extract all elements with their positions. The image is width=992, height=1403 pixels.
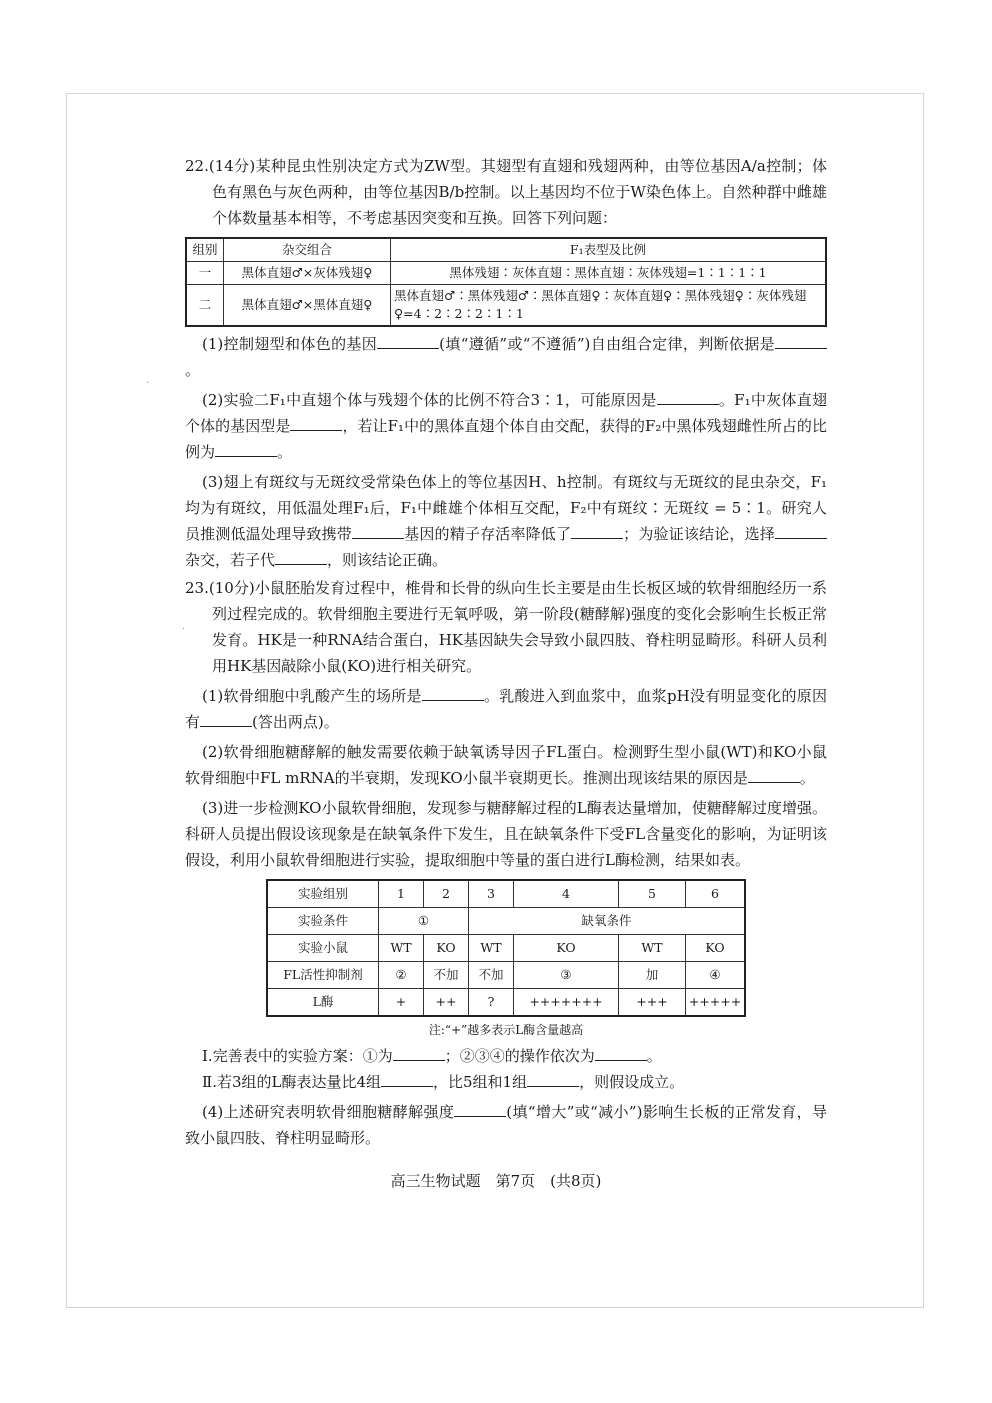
answer-blank[interactable] [775, 334, 827, 349]
condition-cell: ① [379, 908, 469, 935]
group-cell: 3 [469, 880, 514, 908]
q23-sub1-text: (1)软骨细胞中乳酸产生的场所是 [202, 687, 422, 705]
q22-sub2-text: 。 [277, 443, 293, 461]
mouse-cell: WT [469, 935, 514, 962]
q23-sub2-text: 。 [799, 769, 815, 787]
q23-sub4-text: (填“增大”或“减小”)影响生长板的正常发育，导致小鼠四肢、脊柱明显畸形。 [185, 1103, 827, 1147]
row-label: FL活性抑制剂 [267, 962, 379, 989]
q23-part-ii [185, 1069, 827, 1095]
answer-blank[interactable] [748, 768, 800, 783]
enzyme-cell: ? [469, 989, 514, 1017]
row-group: 二 [186, 285, 224, 327]
q23-sub1 [185, 683, 827, 735]
q23-sub3: (3)进一步检测KO小鼠软骨细胞，发现参与糖酵解过程的L酶表达量增加，使糖酵解过度增强。科研人员提出假设该现象是在缺氧条件下发生，且在缺氧条件下受FL含量变化的影响，为证明该假设，利用小鼠软骨细胞进行实验，提取细胞中等量的蛋白进行L酶检测，结果如表。 [185, 799, 827, 869]
answer-blank[interactable] [422, 686, 484, 701]
header-result: F₁表型及比例 [391, 238, 827, 262]
condition-cell: 缺氧条件 [469, 908, 746, 935]
table-row [186, 262, 826, 285]
row-result: 黑体残翅∶灰体直翅∶黑体直翅∶灰体残翅=1∶1∶1∶1 [391, 262, 827, 285]
answer-blank[interactable] [275, 550, 327, 565]
answer-blank[interactable] [377, 334, 439, 349]
group-cell: 5 [619, 880, 686, 908]
mouse-cell: KO [424, 935, 469, 962]
table-note: 注:“+”越多表示L酶含量越高 [428, 1023, 584, 1037]
answer-blank[interactable] [352, 524, 404, 539]
q23-part-i-text: 。 [646, 1047, 662, 1065]
q22-sub3-text: (3)翅上有斑纹与无斑纹受常染色体上的等位基因H、h控制。有斑纹与无斑纹的昆虫杂交，F₁均为有斑纹，用低温处理F₁后，F₁中雌雄个体相互交配，F₂中有斑纹∶无斑纹 = 5∶1。研究人员推测低温处理导致携带 [185, 473, 827, 543]
table-row [186, 285, 826, 327]
q23-table [266, 879, 746, 1017]
mouse-cell: KO [686, 935, 746, 962]
q22-sub3-text: ，则该结论正确。 [327, 551, 448, 569]
q23-intro: 23.(10分)小鼠胚胎发育过程中，椎骨和长骨的纵向生长主要是由生长板区域的软骨细胞经历一系列过程完成的。软骨细胞主要进行无氧呼吸，第一阶段(糖酵解)强度的变化会影响生长板正常发育。HK是一种RNA结合蛋白，HK基因缺失会导致小鼠四肢、脊柱明显畸形。科研人员利用HK基因敲除小鼠(KO)进行相关研究。 [185, 579, 827, 675]
q22-sub2-text: 。F₁中灰体直翅个体的基因型是 [185, 391, 827, 435]
row-group: 一 [186, 262, 224, 285]
table-row [267, 880, 745, 908]
group-cell: 1 [379, 880, 424, 908]
q22-sub1-text: (填“遵循”或“不遵循”)自由组合定律，判断依据是 [439, 335, 775, 353]
row-result: 黑体直翅♂∶黑体残翅♂∶黑体直翅♀∶灰体直翅♀∶黑体残翅♀∶灰体残翅♀=4∶2∶2∶2∶1∶1 [391, 285, 827, 327]
q22-sub2-text: (2)实验二F₁中直翅个体与残翅个体的比例不符合3∶1，可能原因是 [202, 391, 657, 409]
q22-sub3-text: 杂交，若子代 [185, 551, 276, 569]
q22-intro: 22.(14分)某种昆虫性别决定方式为ZW型。其翅型有直翅和残翅两种，由等位基因A/a控制；体色有黑色与灰色两种，由等位基因B/b控制。以上基因均不位于W染色体上。自然种群中雌雄个体数量基本相等，不考虑基因突变和互换。回答下列问题： [185, 157, 827, 227]
q23-sub2 [185, 739, 827, 791]
inhibitor-cell: 加 [619, 962, 686, 989]
answer-blank[interactable] [454, 1102, 506, 1117]
q22-sub3-text: 基因的精子存活率降低了 [404, 525, 572, 543]
answer-blank[interactable] [215, 442, 277, 457]
row-label: 实验小鼠 [267, 935, 379, 962]
enzyme-cell: + [379, 989, 424, 1017]
group-cell: 6 [686, 880, 746, 908]
q23-part-i-text: Ⅰ.完善表中的实验方案：①为 [202, 1047, 393, 1065]
inhibitor-cell: 不加 [469, 962, 514, 989]
q23-part-i-text: ；②③④的操作依次为 [444, 1047, 595, 1065]
enzyme-cell: ++ [424, 989, 469, 1017]
row-label: 实验组别 [267, 880, 379, 908]
answer-blank[interactable] [381, 1072, 433, 1087]
scan-speck: · [146, 378, 150, 389]
table-header-row [186, 238, 826, 262]
answer-blank[interactable] [595, 1046, 647, 1061]
inhibitor-cell: ④ [686, 962, 746, 989]
answer-blank[interactable] [571, 524, 623, 539]
q23-table-wrap [266, 879, 746, 1017]
table-row [267, 935, 745, 962]
row-label: 实验条件 [267, 908, 379, 935]
q23-part-i [185, 1043, 827, 1069]
answer-blank[interactable] [200, 712, 252, 727]
group-cell: 4 [514, 880, 619, 908]
row-cross: 黑体直翅♂×灰体残翅♀ [224, 262, 391, 285]
q23-sub4 [185, 1099, 827, 1151]
enzyme-cell: +++++++ [514, 989, 619, 1017]
scan-speck: · [182, 624, 186, 635]
enzyme-cell: +++++ [686, 989, 746, 1017]
header-cross: 杂交组合 [224, 238, 391, 262]
answer-blank[interactable] [290, 416, 342, 431]
answer-blank[interactable] [775, 524, 827, 539]
row-label: L酶 [267, 989, 379, 1017]
row-cross: 黑体直翅♂×黑体直翅♀ [224, 285, 391, 327]
mouse-cell: WT [379, 935, 424, 962]
answer-blank[interactable] [527, 1072, 579, 1087]
group-cell: 2 [424, 880, 469, 908]
answer-blank[interactable] [657, 390, 719, 405]
q23-sub4-text: (4)上述研究表明软骨细胞糖酵解强度 [202, 1103, 455, 1121]
q22-sub3-text: ；为验证该结论，选择 [623, 525, 775, 543]
page-footer: 高三生物试题 第7页 (共8页) [390, 1172, 602, 1190]
table-row [267, 962, 745, 989]
q22-sub1-text: (1)控制翅型和体色的基因 [202, 335, 378, 353]
q22-table [185, 237, 827, 327]
q23-part-ii-text: ，则假设成立。 [579, 1073, 685, 1091]
q22-sub1 [185, 331, 827, 383]
q22-sub2 [185, 387, 827, 465]
q22-sub2-text: ，若让F₁中的黑体直翅个体自由交配，获得的F₂中黑体残翅雌性所占的比例为 [185, 417, 827, 461]
inhibitor-cell: ③ [514, 962, 619, 989]
q23-sub1-text: 。乳酸进入到血浆中，血浆pH没有明显变化的原因有 [185, 687, 828, 731]
q22-sub1-text: 。 [185, 361, 201, 379]
table-row [267, 908, 745, 935]
q22-sub3 [185, 469, 827, 573]
answer-blank[interactable] [393, 1046, 445, 1061]
table-row [267, 989, 745, 1017]
mouse-cell: WT [619, 935, 686, 962]
mouse-cell: KO [514, 935, 619, 962]
q23-part-ii-text: Ⅱ.若3组的L酶表达量比4组 [202, 1073, 382, 1091]
inhibitor-cell: ② [379, 962, 424, 989]
q23-sub1-text: (答出两点)。 [252, 713, 339, 731]
page-content [185, 153, 827, 1151]
header-group: 组别 [186, 238, 224, 262]
enzyme-cell: +++ [619, 989, 686, 1017]
inhibitor-cell: 不加 [424, 962, 469, 989]
q23-sub2-text: (2)软骨细胞糖酵解的触发需要依赖于缺氧诱导因子FL蛋白。检测野生型小鼠(WT)和KO小鼠软骨细胞中FL mRNA的半衰期，发现KO小鼠半衰期更长。推测出现该结果的原因是 [185, 743, 827, 787]
q23-part-ii-text: ，比5组和1组 [433, 1073, 528, 1091]
